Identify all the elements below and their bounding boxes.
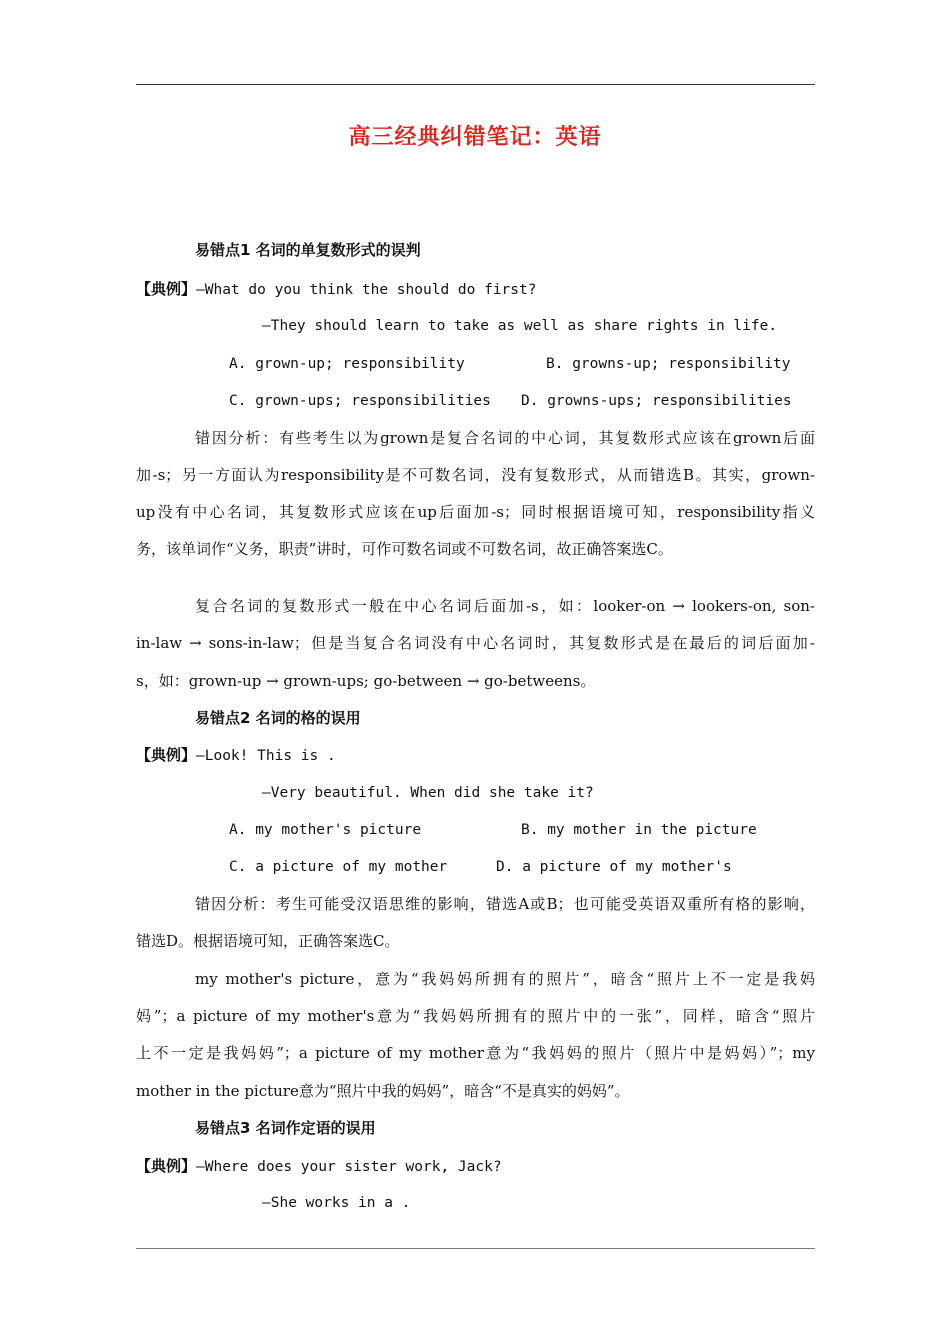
question-line: —What do you think the should do first? bbox=[196, 282, 537, 298]
example-tag: 【典例】 bbox=[136, 746, 197, 764]
example-question-3 bbox=[136, 1156, 502, 1177]
page-title: 高三经典纠错笔记：英语 bbox=[348, 124, 602, 150]
section-heading-2: 易错点2 名词的格的误用 bbox=[195, 709, 361, 727]
option-b: B. growns-up; responsibility bbox=[546, 356, 791, 372]
answer-line: —They should learn to take as well as share rights in life. bbox=[262, 318, 778, 334]
example-question-1 bbox=[136, 279, 536, 300]
note-line: s，如：grown-up → grown-ups; go-between → go-betweens。 bbox=[136, 672, 596, 690]
footer-rule bbox=[136, 1248, 815, 1249]
note-line: 妈”；a picture of my mother's意为“我妈妈所拥有的照片中的一张”，同样，暗含“照片 bbox=[136, 1007, 815, 1025]
analysis-line: 加-s；另一方面认为responsibility是不可数名词，没有复数形式，从而错选B。其实，grown- bbox=[136, 466, 815, 484]
analysis-line: up没有中心名词，其复数形式应该在up后面加-s；同时根据语境可知，responsibility指义 bbox=[136, 503, 815, 521]
example-tag: 【典例】 bbox=[136, 280, 197, 298]
section-heading-1: 易错点1 名词的单复数形式的误判 bbox=[195, 241, 421, 259]
analysis-line: 错因分析：有些考生以为grown是复合名词的中心词，其复数形式应该在grown后面 bbox=[195, 429, 815, 447]
section-heading-3: 易错点3 名词作定语的误用 bbox=[195, 1119, 376, 1137]
option-d: D. growns-ups; responsibilities bbox=[521, 393, 792, 409]
note-line: mother in the picture意为“照片中我的妈妈”，暗含“不是真实的妈妈”。 bbox=[136, 1082, 630, 1100]
note-line: 上不一定是我妈妈”；a picture of my mother意为“我妈妈的照片（照片中是妈妈）”；my bbox=[136, 1044, 815, 1062]
option-a: A. grown-up; responsibility bbox=[229, 356, 465, 372]
analysis-line: 错选D。根据语境可知，正确答案选C。 bbox=[136, 932, 400, 950]
answer-line: —Very beautiful. When did she take it? bbox=[262, 785, 594, 801]
note-line: in-law → sons-in-law；但是当复合名词没有中心名词时，其复数形式是在最后的词后面加- bbox=[136, 634, 815, 652]
option-a: A. my mother's picture bbox=[229, 822, 422, 838]
option-b: B. my mother in the picture bbox=[521, 822, 757, 838]
question-line: —Look! This is . bbox=[196, 748, 336, 764]
analysis-line: 务，该单词作“义务，职责”讲时，可作可数名词或不可数名词，故正确答案选C。 bbox=[136, 540, 673, 558]
analysis-line: 错因分析：考生可能受汉语思维的影响，错选A或B；也可能受英语双重所有格的影响， bbox=[195, 895, 815, 913]
answer-line: —She works in a . bbox=[262, 1195, 411, 1211]
option-c: C. grown-ups; responsibilities bbox=[229, 393, 491, 409]
note-line: 复合名词的复数形式一般在中心名词后面加-s，如：looker-on → lookers-on, son- bbox=[195, 597, 815, 615]
note-line: my mother's picture，意为“我妈妈所拥有的照片”，暗含“照片上不一定是我妈 bbox=[195, 970, 815, 988]
header-rule bbox=[136, 84, 815, 85]
question-line: —Where does your sister work, Jack? bbox=[196, 1159, 502, 1175]
option-d: D. a picture of my mother's bbox=[496, 859, 732, 875]
example-question-2 bbox=[136, 745, 336, 766]
example-tag: 【典例】 bbox=[136, 1157, 197, 1175]
option-c: C. a picture of my mother bbox=[229, 859, 448, 875]
